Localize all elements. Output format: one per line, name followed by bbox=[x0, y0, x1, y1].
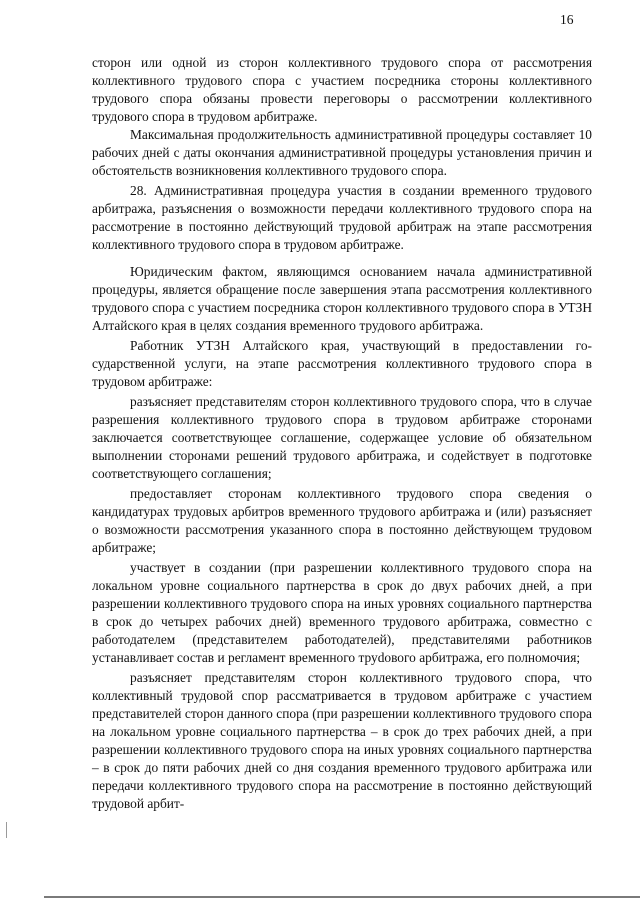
paragraph-employee-role: Работник УТЗН Алтайского края, участвующий в предоставлении государственной услуги, на этапе рассмотрения коллективного трудового спора в трудовом арбитраже: bbox=[92, 338, 592, 389]
scan-artifact-mark bbox=[6, 822, 7, 838]
paragraph-explains-consideration: разъясняет представителям сторон коллективного трудового спора, что коллективный трудовой спор рассматривается в трудовом арбитраже с участием представителей сторон данного спора (при разрешении коллективного трудового спора на локальном уровне социального партнерства – в срок до трех рабочих дней, а при разрешении коллективного трудового спора на иных уровнях социального партнерства – в срок до пяти рабочих дней со дня создания временного трудового арбитража или передачи коллективного трудового спора на рассмотрение в постоянно действующий трудовой арбит- bbox=[92, 670, 592, 811]
paragraph-legal-fact: Юридическим фактом, являющимся основанием начала административной процедуры, является обращение после завершения этапа рассмотрения коллективного трудового спора с участием посредника сторон коллективного трудового спора в УТЗН Алтайского края в целях создания временного трудового арбитража. bbox=[92, 264, 592, 333]
paragraph-continuation: сторон или одной из сторон коллективного трудового спора от рассмотрения коллективного трудового спора с участием посредника стороны коллективного трудового спора обязаны провести переговоры о рассмотрении коллективного трудового спора в трудовом арбитраже. bbox=[92, 55, 592, 124]
paragraph-explains-agreement: разъясняет представителям сторон коллективного трудового спора, что в случае разрешения коллективного трудового спора в трудовом арбитраже сторонами заключается соответствующее соглашение, содержащее условие об обязательном выполнении сторонами решений трудового арбитража, и содействует в подготовке соответствующего соглашения; bbox=[92, 394, 592, 481]
page-number: 16 bbox=[560, 12, 574, 27]
paragraph-participates-creation: участвует в создании (при разрешении коллективного трудового спора на локальном уровне социального партнерства в срок до двух рабочих дней, а при разрешении коллективного трудового спора на иных уровнях социального партнерства в срок до четырех рабочих дней) временного трудового арбитража, совместно с работодателем (представителем работодателей), представителями работников устанавливает состав и регламент временного труdового арбитража, его полномочия; bbox=[92, 560, 592, 665]
scan-bottom-edge bbox=[44, 896, 640, 898]
paragraph-item-28: 28. Административная процедура участия в создании временного трудового арбитража, разъяснения о возможности передачи коллективного трудового спора на рассмотрение в постоянно действующий трудовой арбитраж на этапе рассмотрения коллективного трудового спора в трудовом арбитраже. bbox=[92, 183, 592, 252]
paragraph-provides-candidates: предоставляет сторонам коллективного трудового спора сведения о кандидатурах трудовых арбитров временного трудового арбитража и (или) разъясняет о возможности рассмотрения указанного спора в постоянно действующем трудовом арбитраже; bbox=[92, 486, 592, 555]
paragraph-max-duration: Максимальная продолжительность административной процедуры составляет 10 рабочих дней с даты окончания административной процедуры установления причин и обстоятельств возникновения коллективного трудового спора. bbox=[92, 127, 592, 178]
document-body bbox=[92, 54, 592, 813]
